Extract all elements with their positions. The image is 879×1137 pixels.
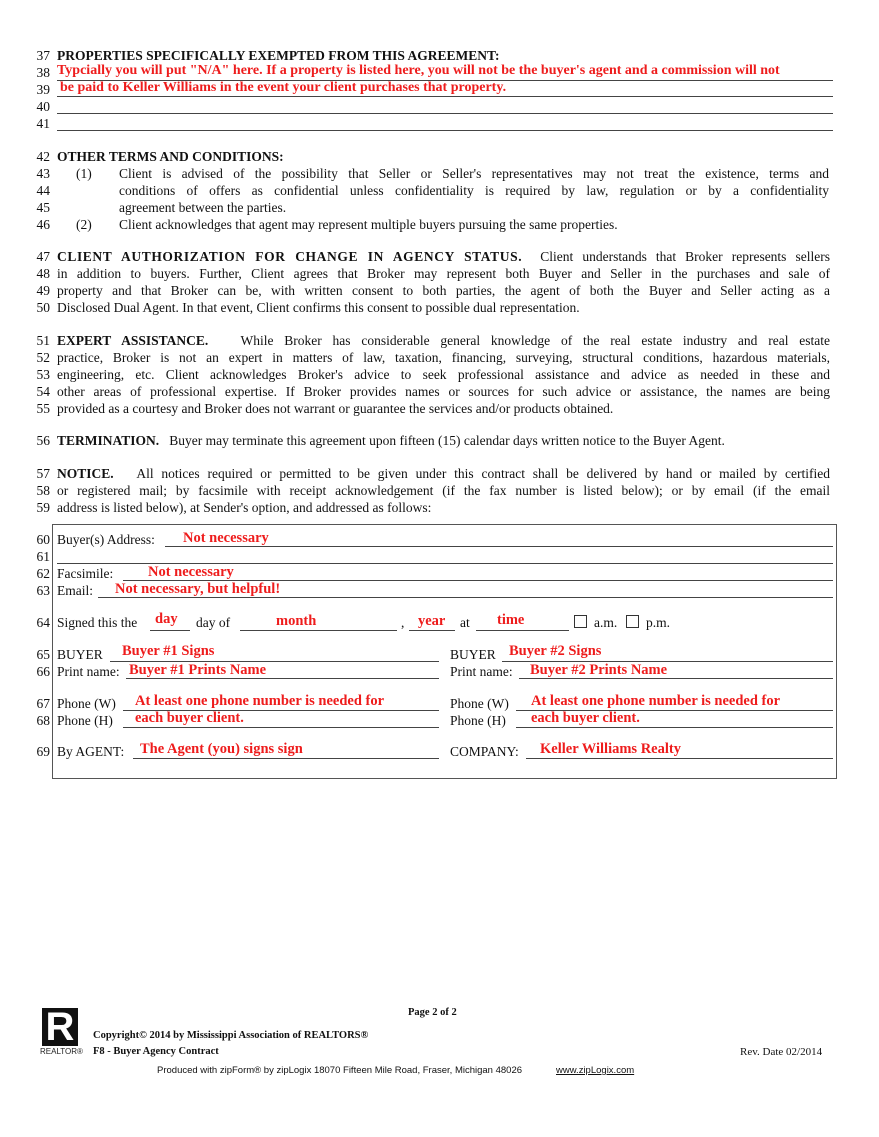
- buyer1-print-value: Buyer #1 Prints Name: [129, 662, 267, 678]
- time-field[interactable]: [476, 630, 569, 631]
- line-number: 55: [36, 401, 50, 416]
- paragraph-line: address is listed below), at Sender's option, and addressed as follows:: [57, 500, 432, 515]
- buyer2-phone-note-line1: At least one phone number is needed for: [531, 693, 781, 709]
- line-number: 63: [36, 583, 50, 598]
- line-number: 64: [36, 615, 50, 630]
- email-label: Email:: [57, 583, 93, 598]
- line-number: 57: [36, 466, 50, 481]
- line-number: 52: [36, 350, 50, 365]
- agent-value: The Agent (you) signs sign: [140, 741, 303, 757]
- paragraph-line: Client is advised of the possibility that Seller or Seller's representatives may not treat the existence, terms and: [119, 166, 829, 181]
- agent-signature-field[interactable]: [133, 758, 439, 759]
- facsimile-label: Facsimile:: [57, 566, 114, 581]
- am-checkbox[interactable]: [574, 615, 587, 628]
- blank-line: [57, 130, 833, 131]
- line-number: 43: [36, 166, 50, 181]
- blank-line: [57, 113, 833, 114]
- buyer1-print-label: Print name:: [57, 664, 120, 679]
- day-of-label: day of: [196, 615, 231, 630]
- paragraph-text: While Broker has considerable general knowledge of the real estate industry and real estate: [240, 333, 831, 348]
- paragraph-text: Client understands that Broker represents sellers: [540, 249, 830, 264]
- buyer2-print-label: Print name:: [450, 664, 513, 679]
- line-number: 56: [36, 433, 50, 448]
- line-number: 45: [36, 200, 50, 215]
- paragraph-text: Buyer may terminate this agreement upon fifteen (15) calendar days written notice to the Buyer Agent.: [169, 433, 725, 448]
- year-field[interactable]: [409, 630, 455, 631]
- line-number: 50: [36, 300, 50, 315]
- line-number: 51: [36, 333, 50, 348]
- buyer2-phone-note-line2: each buyer client.: [531, 710, 640, 726]
- buyer2-sign-value: Buyer #2 Signs: [509, 643, 602, 659]
- buyer1-phone-h-label: Phone (H): [57, 713, 113, 728]
- paragraph-text: All notices required or permitted to be given under this contract shall be delivered by hand or mailed by certified: [136, 466, 830, 481]
- paragraph-line: in addition to buyers. Further, Client agrees that Broker may represent both Buyer and Seller in the purchases and sale of: [57, 266, 830, 281]
- buyer2-phone-h-label: Phone (H): [450, 713, 506, 728]
- paragraph-line: other areas of professional expertise. If Broker provides names or sources for such advice or assistance, the names are being: [57, 384, 830, 399]
- paragraph-line: conditions of offers as confidential unless confidentiality is required by law, regulation or by a confidentiality: [119, 183, 829, 198]
- day-field[interactable]: [150, 630, 190, 631]
- buyer2-print-value: Buyer #2 Prints Name: [530, 662, 668, 678]
- agency-status-heading: CLIENT AUTHORIZATION FOR CHANGE IN AGENCY STATUS.: [57, 249, 523, 264]
- month-field[interactable]: [240, 630, 397, 631]
- line-number: 47: [36, 249, 50, 264]
- line-number: 42: [36, 149, 50, 164]
- paragraph-line: [57, 465, 830, 482]
- revision-date: Rev. Date 02/2014: [740, 1046, 823, 1058]
- agent-label: By AGENT:: [57, 744, 125, 759]
- paragraph-line: Disclosed Dual Agent. In that event, Client confirms this consent to possible dual representation.: [57, 300, 580, 315]
- expert-heading: EXPERT ASSISTANCE.: [57, 333, 209, 348]
- line-number: 46: [36, 217, 50, 232]
- paragraph-line: property and that Broker can be, with written consent to both parties, the agent of both the Buyer and Seller acting as a: [57, 283, 830, 298]
- form-name: F8 - Buyer Agency Contract: [93, 1046, 219, 1057]
- buyer-address-label: Buyer(s) Address:: [57, 532, 155, 547]
- item-number: (1): [76, 166, 92, 181]
- line-number: 48: [36, 266, 50, 281]
- paragraph-line: engineering, etc. Client acknowledges Broker's advice to seek professional assistance and advice as needed in these and: [57, 367, 830, 382]
- line-number: 62: [36, 566, 50, 581]
- realtor-logo-caption: REALTOR®: [40, 1047, 83, 1056]
- buyer1-label: BUYER: [57, 647, 103, 662]
- signed-label: Signed this the: [57, 615, 138, 630]
- buyer1-phone-note-line1: At least one phone number is needed for: [135, 693, 385, 709]
- page-number: Page 2 of 2: [408, 1007, 457, 1018]
- email-value: Not necessary, but helpful!: [115, 581, 281, 597]
- buyer1-phone-note-line2: each buyer client.: [135, 710, 244, 726]
- exempt-heading: PROPERTIES SPECIFICALLY EXEMPTED FROM THIS AGREEMENT:: [57, 48, 500, 63]
- am-label: a.m.: [594, 615, 618, 630]
- comma: ,: [401, 615, 405, 630]
- blank-line: [57, 96, 833, 97]
- copyright: Copyright© 2014 by Mississippi Association of REALTORS®: [93, 1030, 369, 1041]
- line-number: 53: [36, 367, 50, 382]
- line-number: 54: [36, 384, 50, 399]
- line-number: 37: [36, 48, 50, 63]
- paragraph-line: Client acknowledges that agent may represent multiple buyers pursuing the same properties.: [119, 217, 618, 232]
- buyer1-sign-value: Buyer #1 Signs: [122, 643, 215, 659]
- realtor-logo-icon: [42, 1005, 78, 1049]
- line-number: 66: [36, 664, 50, 679]
- paragraph-line: [57, 248, 830, 265]
- line-number: 40: [36, 99, 50, 114]
- line-number: 60: [36, 532, 50, 547]
- year-value: year: [418, 613, 446, 629]
- termination-heading: TERMINATION.: [57, 433, 160, 448]
- day-value: day: [155, 611, 178, 627]
- paragraph-line: or registered mail; by facsimile with receipt acknowledgement (if the fax number is listed below); or by email (if the email: [57, 483, 830, 498]
- line-number: 67: [36, 696, 50, 711]
- paragraph-line: provided as a courtesy and Broker does not warrant or guarantee the services and/or products obtained.: [57, 401, 614, 416]
- realtor-logo-letter: R: [45, 1005, 75, 1049]
- buyer1-phone-w-label: Phone (W): [57, 696, 116, 711]
- time-value: time: [497, 612, 525, 628]
- company-value: Keller Williams Realty: [540, 741, 681, 757]
- buyer-address-value: Not necessary: [183, 530, 269, 546]
- item-number: (2): [76, 217, 92, 232]
- buyer2-label: BUYER: [450, 647, 496, 662]
- buyer2-phone-h-field[interactable]: [516, 727, 833, 728]
- paragraph-line: [57, 432, 830, 449]
- ziplogix-link[interactable]: www.zipLogix.com: [556, 1065, 635, 1076]
- line-number: 61: [36, 549, 50, 564]
- paragraph-line: [57, 332, 830, 349]
- line-number: 69: [36, 744, 50, 759]
- pm-checkbox[interactable]: [626, 615, 639, 628]
- paragraph-line: agreement between the parties.: [119, 200, 287, 215]
- month-value: month: [276, 613, 317, 629]
- line-number: 59: [36, 500, 50, 515]
- buyer1-phone-h-field[interactable]: [123, 727, 439, 728]
- line-number: 65: [36, 647, 50, 662]
- line-number: 58: [36, 483, 50, 498]
- paragraph-line: practice, Broker is not an expert in matters of law, taxation, financing, surveying, structural conditions, hazardous materials,: [57, 350, 830, 365]
- company-field[interactable]: [526, 758, 833, 759]
- at-label: at: [460, 615, 470, 630]
- other-terms-heading: OTHER TERMS AND CONDITIONS:: [57, 149, 284, 164]
- produced-by: Produced with zipForm® by zipLogix 18070 Fifteen Mile Road, Fraser, Michigan 48026: [157, 1065, 523, 1076]
- facsimile-value: Not necessary: [148, 564, 234, 580]
- line-number: 39: [36, 82, 50, 97]
- line-number: 49: [36, 283, 50, 298]
- line-number: 44: [36, 183, 50, 198]
- buyer2-phone-w-label: Phone (W): [450, 696, 509, 711]
- pm-label: p.m.: [646, 615, 671, 630]
- line-number: 38: [36, 65, 50, 80]
- company-label: COMPANY:: [450, 744, 519, 759]
- notice-heading: NOTICE.: [57, 466, 114, 481]
- line-number: 68: [36, 713, 50, 728]
- exempt-annotation-line1: Typcially you will put "N/A" here. If a property is listed here, you will not be the buyer's agent and a commission will not: [57, 63, 780, 78]
- line-number: 41: [36, 116, 50, 131]
- exempt-annotation-line2: be paid to Keller Williams in the event your client purchases that property.: [60, 80, 507, 95]
